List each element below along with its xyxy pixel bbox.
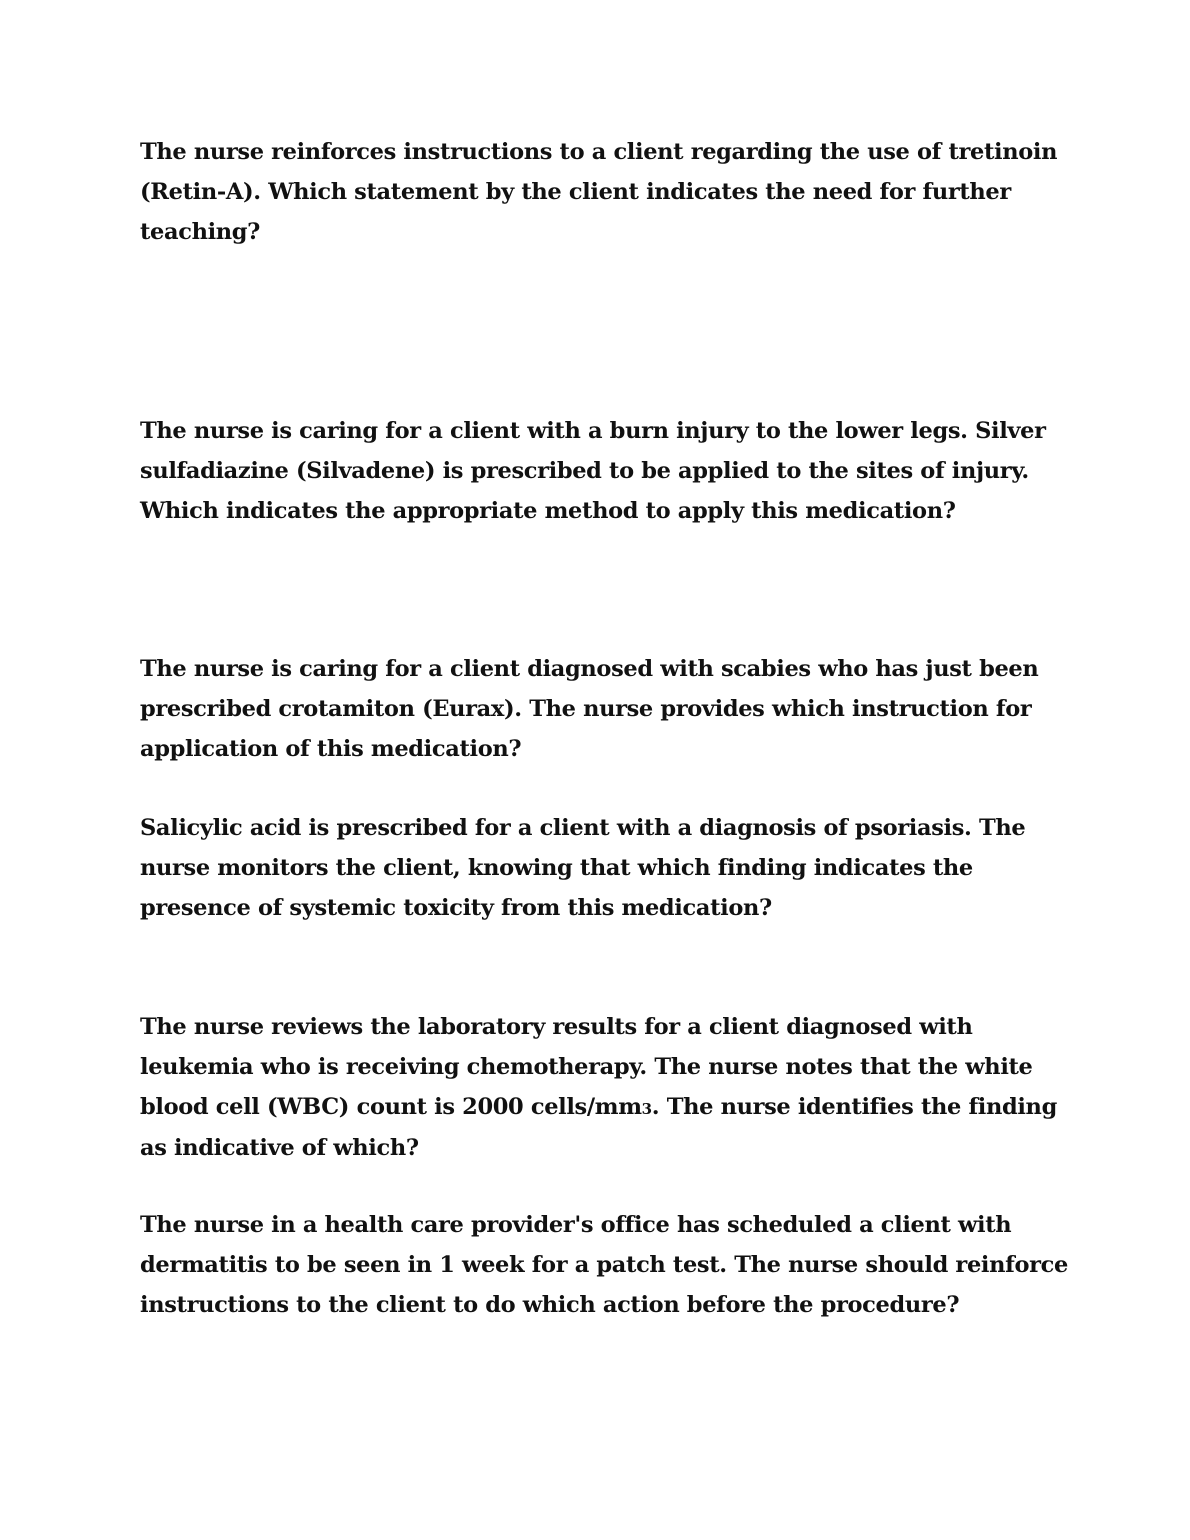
question-line: Salicylic acid is prescribed for a client with a diagnosis of psoriasis. The [140,815,1026,841]
question-4 [140,809,1040,928]
question-line-text: . The nurse identifies the finding [651,1093,1057,1120]
question-line: The nurse reinforces instructions to a client regarding the use of tretinoin [140,139,1058,165]
question-line: sulfadiazine (Silvadene) is prescribed to be applied to the sites of injury. [140,457,1029,484]
question-line: nurse monitors the client, knowing that which finding indicates the [140,854,973,881]
question-line: instructions to the client to do which action before the procedure? [140,1291,960,1318]
question-line: application of this medication? [140,735,522,762]
question-line [140,1088,1057,1130]
question-line: leukemia who is receiving chemotherapy. The nurse notes that the white [140,1053,1033,1080]
question-line: dermatitis to be seen in 1 week for a patch test. The nurse should reinforce [140,1251,1068,1278]
question-line: prescribed crotamiton (Eurax). The nurse provides which instruction for [140,695,1032,722]
question-5 [140,1008,1057,1169]
question-line: The nurse is caring for a client with a burn injury to the lower legs. Silver [140,418,1046,444]
question-line: The nurse in a health care provider's office has scheduled a client with [140,1212,1012,1238]
question-2 [140,412,1046,531]
question-line: (Retin-A). Which statement by the client indicates the need for further [140,178,1011,205]
question-line: as indicative of which? [140,1135,419,1162]
question-6 [140,1206,1068,1325]
question-line: teaching? [140,218,261,245]
question-3 [140,650,1040,769]
question-line: Which indicates the appropriate method to apply this medication? [140,497,956,524]
question-line: presence of systemic toxicity from this medication? [140,894,772,921]
question-line: The nurse is caring for a client diagnosed with scabies who has just been [140,656,1039,682]
question-line: The nurse reviews the laboratory results for a client diagnosed with [140,1014,973,1040]
unit-superscript: 3 [641,1099,652,1118]
question-line-text: blood cell (WBC) count is 2000 cells/mm [140,1093,642,1120]
question-1 [140,133,1058,252]
